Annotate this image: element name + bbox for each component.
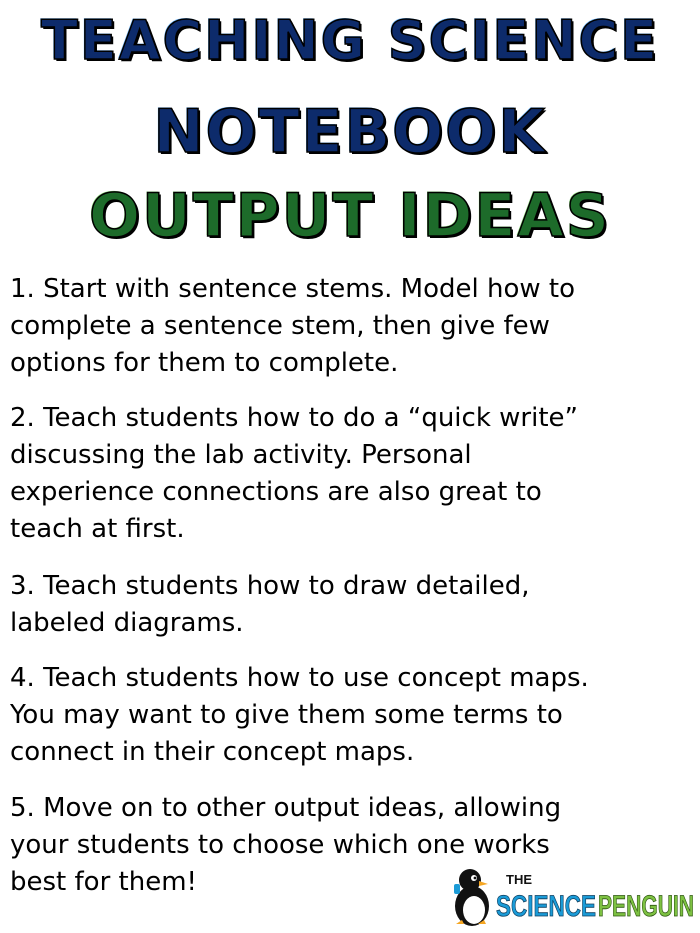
idea-4: 4. Teach students how to use concept maps. You may want to give them some terms to connect in their concept maps.	[10, 663, 589, 767]
penguin-icon	[454, 869, 489, 926]
title-line-2: NOTEBOOK	[153, 97, 547, 167]
science-penguin-logo	[448, 866, 696, 928]
title-line-1: TEACHING SCIENCE	[41, 9, 659, 72]
idea-2: 2. Teach students how to do a “quick write” discussing the lab activity. Personal experience connections are also great to teach at first.	[10, 403, 578, 544]
logo-the: THE	[506, 872, 532, 887]
idea-3: 3. Teach students how to draw detailed, labeled diagrams.	[10, 571, 530, 638]
idea-5: 5. Move on to other output ideas, allowing your students to choose which one works best for them!	[10, 793, 562, 897]
idea-1: 1. Start with sentence stems. Model how to complete a sentence stem, then give few options for them to complete.	[10, 274, 576, 378]
title-line-3: OUTPUT IDEAS	[89, 181, 611, 251]
logo-science: SCIENCE	[496, 890, 596, 923]
logo-penguin: PENGUIN	[598, 890, 694, 923]
